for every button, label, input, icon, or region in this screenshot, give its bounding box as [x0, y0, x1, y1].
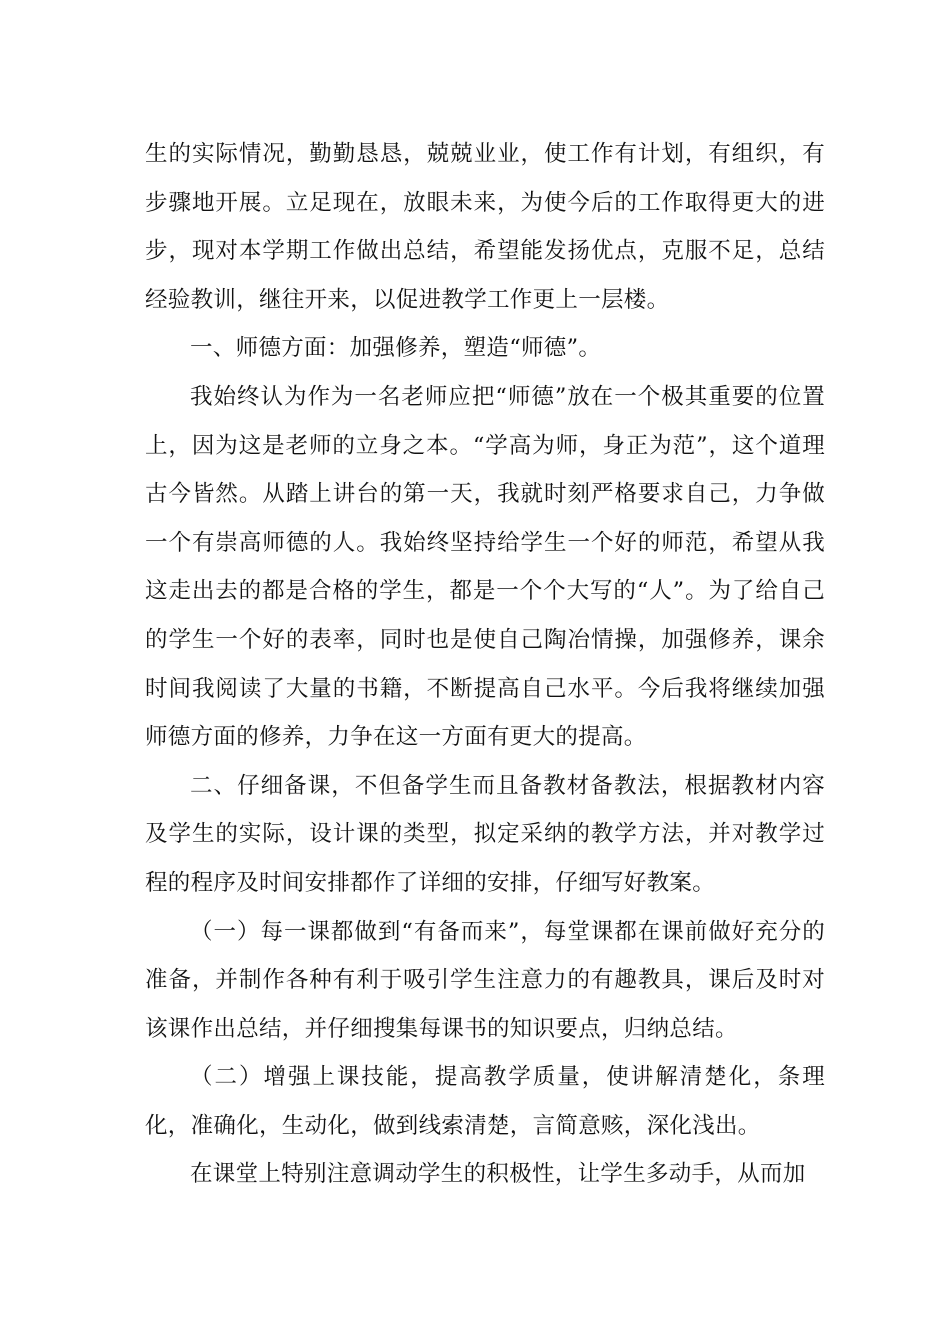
document-body [145, 130, 825, 1199]
paragraph-skills: （二）增强上课技能，提高教学质量，使讲解清楚化，条理化，准确化，生动化，做到线索清楚，言简意赅，深化浅出。 [145, 1064, 825, 1139]
section-heading-ethics: 一、师德方面：加强修养，塑造“师德”。 [190, 335, 602, 362]
paragraph-classroom: 在课堂上特别注意调动学生的积极性，让学生多动手，从而加 [190, 1161, 806, 1188]
section-heading-lesson-prep: 二、仔细备课，不但备学生而且备教材备教法，根据教材内容及学生的实际，设计课的类型，拟定采纳的教学方法，并对教学过程的程序及时间安排都作了详细的安排，仔细写好教案。 [145, 772, 825, 896]
paragraph-ethics: 我始终认为作为一名老师应把“师德”放在一个极其重要的位置上，因为这是老师的立身之本。“学高为师，身正为范”，这个道理古今皆然。从踏上讲台的第一天，我就时刻严格要求自己，力争做一个有崇高师德的人。我始终坚持给学生一个好的师范，希望从我这走出去的都是合格的学生，都是一个个大写的“人”。为了给自己的学生一个好的表率，同时也是使自己陶冶情操，加强修养，课余时间我阅读了大量的书籍，不断提高自己水平。今后我将继续加强师德方面的修养，力争在这一方面有更大的提高。 [145, 383, 825, 751]
paragraph-continuation: 生的实际情况，勤勤恳恳，兢兢业业，使工作有计划，有组织，有步骤地开展。立足现在，放眼未来，为使今后的工作取得更大的进步，现对本学期工作做出总结，希望能发扬优点，克服不足，总结经验教训，继往开来，以促进教学工作更上一层楼。 [145, 141, 825, 313]
paragraph-prepared: （一）每一课都做到“有备而来”，每堂课都在课前做好充分的准备，并制作各种有利于吸引学生注意力的有趣教具，课后及时对该课作出总结，并仔细搜集每课书的知识要点，归纳总结。 [145, 918, 825, 1042]
